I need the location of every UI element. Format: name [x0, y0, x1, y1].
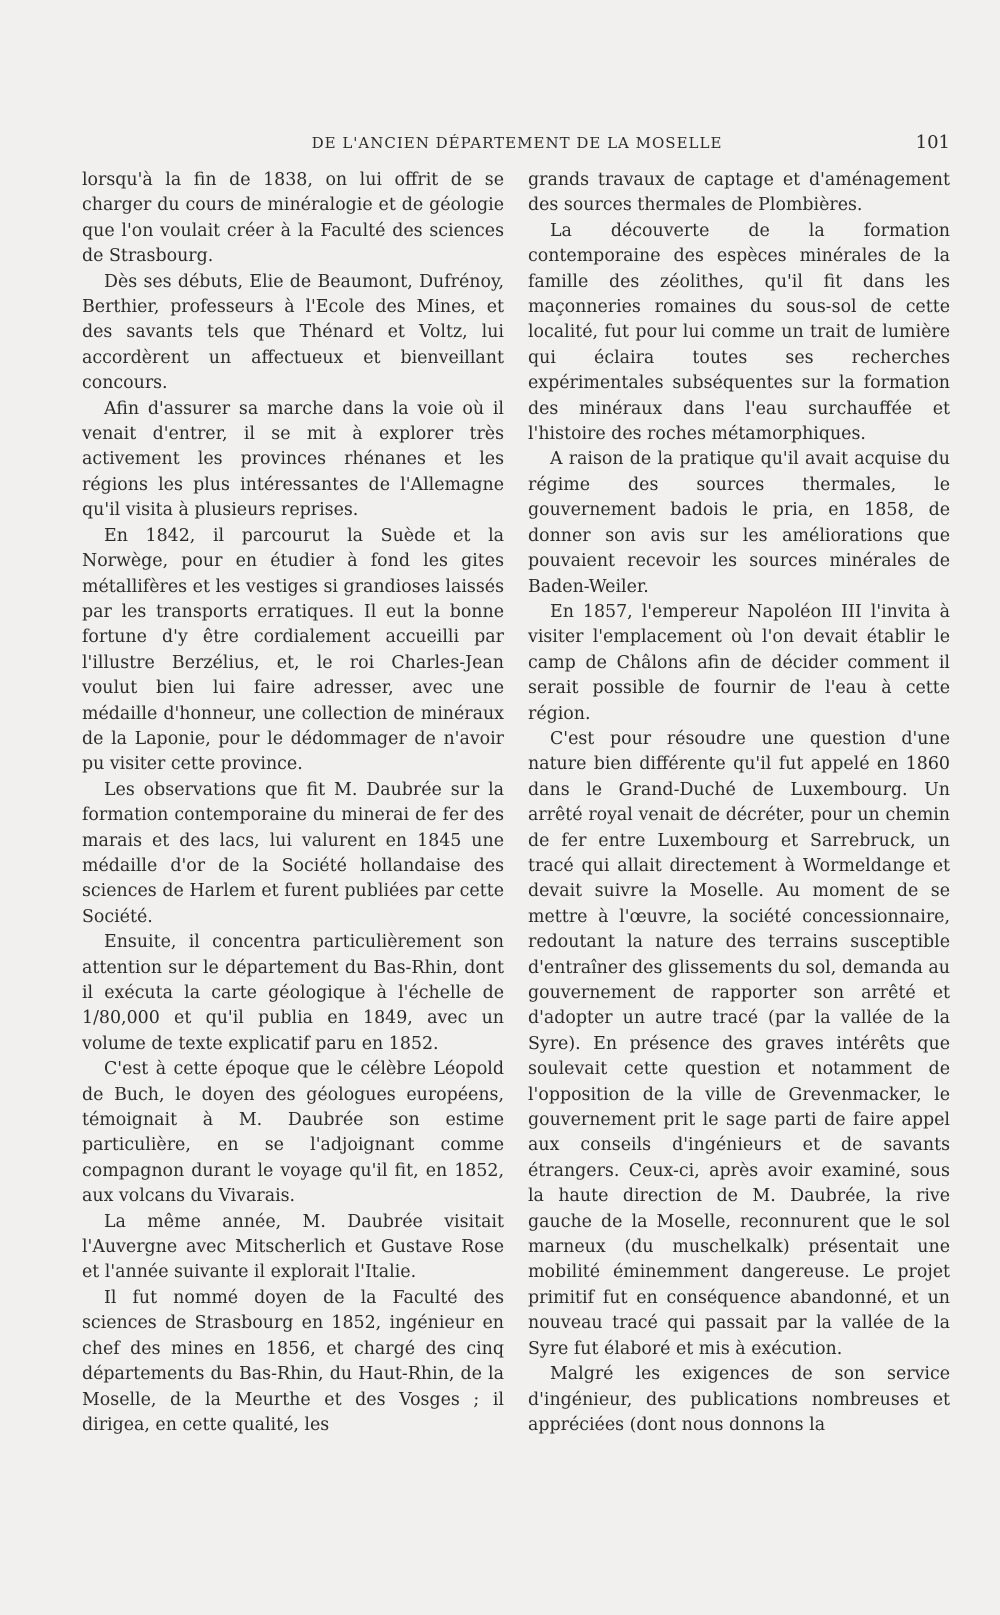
paragraph: C'est pour résoudre une question d'une nature bien différente qu'il fut appelé en 1860 dans le Grand-Duché de Luxembourg. Un arrêté royal venait de décréter, pour un chemin de fer entre Luxembourg et Sarrebruck, un tracé qui allait directement à Wormeldange et devait suivre la Moselle. Au moment de se mettre à l'œuvre, la société concessionnaire, redoutant la nature des terrains susceptible d'entraîner des glissements du sol, demanda au gouvernement de rapporter son arrêté et d'adopter un autre tracé (par la vallée de la Syre). En présence des graves intérêts que soulevait cette question et notamment de l'opposition de la ville de Grevenmacker, le gouvernement prit le sage parti de faire appel aux conseils d'ingénieurs et de savants étrangers. Ceux-ci, après avoir examiné, sous la haute direction de M. Daubrée, la rive gauche de la Moselle, reconnurent que le sol marneux (du muschelkalk) présentait une mobilité éminemment dangereuse. Le projet primitif fut en conséquence abandonné, et un nouveau tracé qui passait par la vallée de la Syre fut élaboré et mis à exécution.: [528, 728, 950, 1359]
paragraph: A raison de la pratique qu'il avait acquise du régime des sources thermales, le gouvernement badois le pria, en 1858, de donner son avis sur les améliorations que pouvaient recevoir les sources minérales de Baden-Weiler.: [528, 449, 950, 597]
paragraph: grands travaux de captage et d'aménagement des sources thermales de Plombières.: [528, 170, 950, 216]
paragraph: C'est à cette époque que le célèbre Léopold de Buch, le doyen des géologues européens, témoignait à M. Daubrée son estime particulière, en se l'adjoignant comme compagnon durant le voyage qu'il fit, en 1852, aux volcans du Vivarais.: [82, 1059, 504, 1207]
left-column: [82, 168, 504, 1438]
right-column: [528, 168, 950, 1438]
paragraph: Dès ses débuts, Elie de Beaumont, Dufrénoy, Berthier, professeurs à l'Ecole des Mines, et des savants tels que Thénard et Voltz, lui accordèrent un affectueux et bienveillant concours.: [82, 271, 504, 394]
paragraph: Malgré les exigences de son service d'ingénieur, des publications nombreuses et appréciées (dont nous donnons la: [528, 1364, 950, 1435]
paragraph: La même année, M. Daubrée visitait l'Auvergne avec Mitscherlich et Gustave Rose et l'année suivante il explorait l'Italie.: [82, 1211, 504, 1283]
paragraph: Les observations que fit M. Daubrée sur la formation contemporaine du minerai de fer des marais et des lacs, lui valurent en 1845 une médaille d'or de la Société hollandaise des sciences de Harlem et furent publiées par cette Société.: [82, 779, 504, 927]
paragraph: En 1842, il parcourut la Suède et la Norwège, pour en étudier à fond les gites métallifères et les vestiges si grandioses laissés par les transports erratiques. Il eut la bonne fortune d'y être cordialement accueilli par l'illustre Berzélius, et, le roi Charles-Jean voulut bien lui faire adresser, avec une médaille d'honneur, une collection de minéraux de la Laponie, pour le dédommager de n'avoir pu visiter cette province.: [82, 525, 504, 775]
page-number: 101: [915, 132, 950, 153]
page-header: [84, 134, 950, 158]
paragraph: Afin d'assurer sa marche dans la voie où il venait d'entrer, il se mit à explorer très activement les provinces rhénanes et les régions les plus intéressantes de l'Allemagne qu'il visita à plusieurs reprises.: [82, 398, 504, 521]
running-title: DE L'ANCIEN DÉPARTEMENT DE LA MOSELLE: [311, 134, 723, 152]
paragraph: En 1857, l'empereur Napoléon III l'invita à visiter l'emplacement où l'on devait établir le camp de Châlons afin de décider comment il serait possible de fournir de l'eau à cette région.: [528, 601, 950, 724]
paragraph: Ensuite, il concentra particulièrement son attention sur le département du Bas-Rhin, dont il exécuta la carte géologique à l'échelle de 1/80,000 et qu'il publia en 1849, avec un volume de texte explicatif paru en 1852.: [82, 932, 504, 1054]
paragraph: La découverte de la formation contemporaine des espèces minérales de la famille des zéolithes, qu'il fit dans les maçonneries romaines du sous-sol de cette localité, fut pour lui comme un trait de lumière qui éclaira toutes ses recherches expérimentales subséquentes sur la formation des minéraux dans l'eau surchauffée et l'histoire des roches métamorphiques.: [528, 220, 950, 445]
paragraph: Il fut nommé doyen de la Faculté des sciences de Strasbourg en 1852, ingénieur en chef des mines en 1856, et chargé des cinq départements du Bas-Rhin, du Haut-Rhin, de la Moselle, de la Meurthe et des Vosges ; il dirigea, en cette qualité, les: [82, 1287, 504, 1435]
paragraph: lorsqu'à la fin de 1838, on lui offrit de se charger du cours de minéralogie et de géologie que l'on voulait créer à la Faculté des sciences de Strasbourg.: [82, 170, 504, 267]
